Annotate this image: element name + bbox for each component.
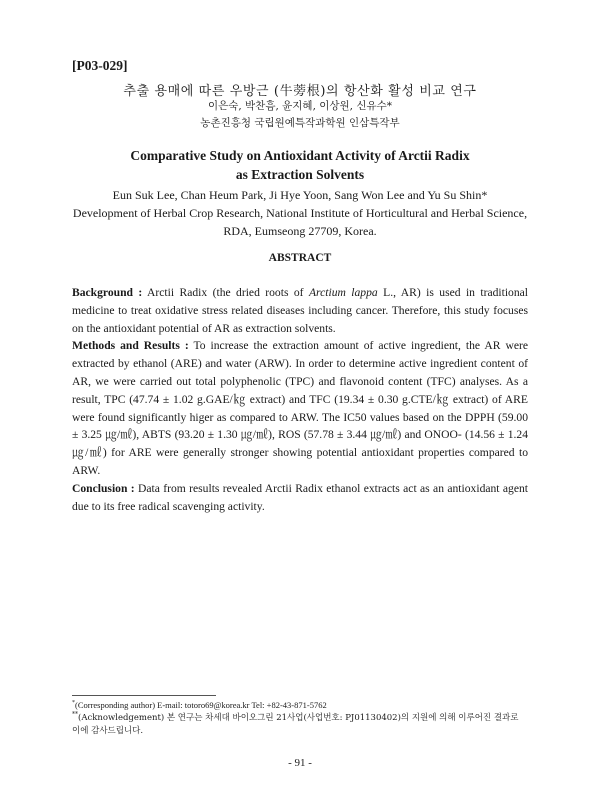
background-text-1: Arctii Radix (the dried roots of	[142, 286, 309, 299]
conclusion-paragraph	[72, 480, 528, 516]
footnote-2-mark: **	[72, 711, 78, 719]
methods-paragraph	[72, 337, 528, 479]
background-text-2: L., AR) is used in traditional medicine to treat oxidative stress related diseases including cancer. Therefore, this study focuses on the antioxidant potential of AR as extraction solvents.	[72, 286, 529, 335]
footnote-1-text: (Corresponding author) E-mail: totoro69@korea.kr Tel: +82-43-871-5762	[75, 700, 327, 710]
english-title-line-1: Comparative Study on Antioxidant Activity of Arctii Radix	[130, 148, 470, 163]
methods-label: Methods and Results :	[72, 339, 189, 353]
poster-code: [P03-029]	[72, 58, 128, 73]
english-affiliation-line-2: RDA, Eumseong 27709, Korea.	[223, 224, 377, 238]
methods-text: To increase the extraction amount of active ingredient, the AR were extracted by ethanol (ARE) and water (ARW). In order to determine active ingredient content of AR, we were carried out total polyphenolic (TPC) and flavonoid content (TFC) analyses. As a result, TPC (47.74 ± 1.02 g.GAE/㎏ extract) and TFC (19.34 ± 0.30 g.CTE/㎏ extract) of ARE were found significantly higer as compared to ARW. The IC50 values based on the DPPH (59.00 ± 3.25 ㎍/㎖), ABTS (93.20 ± 1.30 ㎍/㎖), ROS (57.78 ± 3.44 ㎍/㎖) and ONOO- (14.56 ± 1.24 ㎍/㎖) for ARE were generally stronger showing potential antioxidant properties compared to ARW.	[72, 339, 528, 477]
footnote-acknowledgement	[72, 712, 528, 738]
korean-affiliation: 농촌진흥청 국립원예특작과학원 인삼특작부	[200, 117, 400, 129]
background-label: Background :	[72, 286, 143, 299]
english-authors: Eun Suk Lee, Chan Heum Park, Ji Hye Yoon, Sang Won Lee and Yu Su Shin*	[112, 188, 488, 202]
english-title-line-2: as Extraction Solvents	[235, 167, 365, 182]
conclusion-text: Data from results revealed Arctii Radix ethanol extracts act as an antioxidant agent due to its free radical scavenging activity.	[72, 481, 529, 513]
korean-authors: 이은숙, 박찬흠, 윤지혜, 이상원, 신유수*	[207, 100, 393, 112]
footnote-2-text: (Acknowledgement) 본 연구는 차세대 바이오그린 21사업(사업번호: PJ01130402)의 지원에 의해 이루어진 결과로 이에 감사드립니다.	[72, 713, 519, 736]
footnote-1-mark: *	[72, 700, 75, 707]
english-title	[72, 146, 528, 184]
korean-title: 추출 용매에 따른 우방근 (牛蒡根)의 항산화 활성 비교 연구	[123, 84, 477, 99]
background-paragraph	[72, 284, 528, 337]
page-number: - 91 -	[288, 757, 312, 769]
footnote-divider	[72, 695, 216, 696]
abstract-heading: ABSTRACT	[268, 252, 332, 264]
english-affiliation-line-1: Development of Herbal Crop Research, National Institute of Horticultural and Herbal Science,	[72, 206, 528, 220]
species-name: Arctium lappa	[308, 286, 378, 299]
conclusion-label: Conclusion :	[72, 481, 135, 495]
english-authors-block	[72, 186, 528, 240]
footnote-corresponding	[72, 699, 528, 712]
abstract-body	[72, 284, 528, 515]
